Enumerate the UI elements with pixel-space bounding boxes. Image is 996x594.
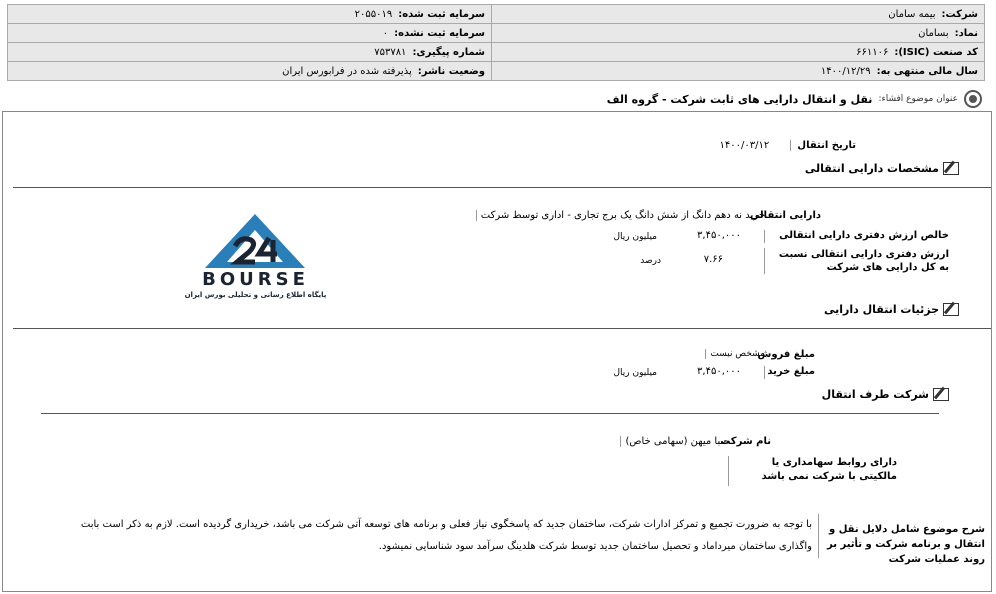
counterparty-header: [822, 388, 949, 401]
purchase-amount-unit: میلیون ریال: [613, 368, 657, 378]
company-label: شرکت:: [941, 8, 978, 20]
target-icon: [964, 90, 982, 108]
book-value-label: خالص ارزش دفتری دارایی انتقالی: [779, 230, 949, 241]
purchase-sep: [764, 366, 765, 379]
publisher-label: وضعیت ناشر:: [417, 65, 485, 77]
fiscal-value: ۱۴۰۰/۱۲/۲۹: [820, 65, 871, 77]
asset-value-wrap: [476, 210, 765, 221]
publisher-status-cell: [8, 62, 492, 81]
company-header-table: [7, 4, 985, 81]
counterparty-title: شرکت طرف انتقال: [821, 388, 929, 401]
ratio-value: ۷.۶۶: [703, 254, 723, 265]
asset-section-title: مشخصات دارایی انتقالی: [804, 162, 939, 175]
isic-label: کد صنعت (ISIC):: [894, 46, 978, 58]
book-value-sep: [764, 230, 765, 243]
topic-label: عنوان موضوع افشاء:: [878, 94, 958, 104]
pen-icon: [933, 388, 949, 401]
unregistered-capital-cell: [8, 24, 492, 43]
disclosure-body: [2, 111, 992, 592]
relation-sep: [728, 456, 729, 486]
asset-label: دارایی انتقالی: [749, 210, 821, 221]
pen-icon: [943, 303, 959, 316]
sale-amount-value: مشخص نیست: [710, 349, 765, 359]
bourse-logo: [183, 212, 328, 302]
ratio-unit: درصد: [640, 256, 661, 266]
registered-capital-value: ۲۰۵۵۰۱۹: [354, 8, 393, 20]
isic-value: ۶۶۱۱۰۶: [856, 46, 889, 58]
section-divider: [41, 413, 939, 414]
transfer-date-row: [719, 140, 856, 151]
isic-cell: [492, 43, 985, 62]
registered-capital-cell: [8, 5, 492, 24]
transfer-date-value: ۱۴۰۰/۰۳/۱۲: [719, 140, 770, 151]
asset-section-header: [805, 162, 959, 175]
section-divider: [13, 328, 991, 329]
transfer-details-title: جزئیات انتقال دارایی: [824, 303, 939, 316]
fiscal-label: سال مالی منتهی به:: [876, 65, 978, 77]
symbol-cell: [492, 24, 985, 43]
sale-amount-label: مبلغ فروش: [757, 349, 815, 360]
bourse-logo-mark: [183, 212, 328, 272]
pen-icon: [943, 162, 959, 175]
description-text: با توجه به ضرورت تجمیع و تمرکز ادارات شرکت، ساختمان جدید که پاسخگوی نیاز فعلی و برنامه های توسعه آتی شرکت می باشد، خریداری گردیده است. لازم به ذکر است بابت واگذاری ساختمان میرداماد و تحصیل ساختمان جدید توسط شرکت هلدینگ سرآمد سود شناسایی نمیشود.: [72, 514, 819, 558]
tracking-label: شماره پیگیری:: [412, 46, 485, 58]
company-name-value: صبا میهن (سهامی خاص): [625, 436, 729, 447]
symbol-label: نماد:: [954, 27, 978, 39]
logo-subtitle: پایگاه اطلاع رسانی و تحلیلی بورس ایران: [184, 291, 327, 299]
logo-wordmark: BOURSE: [202, 269, 309, 290]
transfer-date-label: تاریخ انتقال: [790, 140, 856, 151]
description-label: شرح موضوع شامل دلایل نقل و انتقال و برنامه شرکت و تأثیر بر روند عملیات شرکت: [827, 524, 985, 565]
tracking-cell: [8, 43, 492, 62]
topic-title: نقل و انتقال دارایی های ثابت شرکت - گروه الف: [606, 92, 873, 106]
unregistered-capital-label: سرمایه ثبت نشده:: [394, 27, 485, 39]
purchase-amount-label: مبلغ خرید: [767, 366, 815, 377]
section-divider: [13, 187, 991, 188]
symbol-value: بسامان: [918, 27, 949, 39]
book-value: ۳,۴۵۰,۰۰۰: [697, 230, 741, 241]
company-name-label: نام شرکت: [720, 436, 771, 447]
sale-value-wrap: [705, 349, 765, 359]
book-value-unit: میلیون ریال: [613, 232, 657, 242]
company-cell: [492, 5, 985, 24]
transfer-details-header: [824, 303, 959, 316]
ratio-label: ارزش دفتری دارایی انتقالی نسبت به کل دارایی های شرکت: [778, 249, 949, 273]
fiscal-year-cell: [492, 62, 985, 81]
disclosure-topic: [607, 90, 982, 108]
tracking-value: ۷۵۳۷۸۱: [374, 46, 407, 58]
unregistered-capital-value: ۰: [382, 27, 389, 39]
purchase-amount-value: ۳,۴۵۰,۰۰۰: [697, 366, 741, 377]
ownership-relation-label: دارای روابط سهامداری یا مالکیتی با شرکت نمی باشد: [761, 457, 897, 482]
publisher-value: پذیرفته شده در فرابورس ایران: [282, 65, 412, 77]
registered-capital-label: سرمایه ثبت شده:: [398, 8, 485, 20]
ratio-sep: [764, 248, 765, 274]
company-value: بیمه سامان: [888, 8, 936, 20]
asset-value: خرید نه دهم دانگ از شش دانگ یک برج تجاری - اداری توسط شرکت: [480, 210, 765, 221]
company-name-wrap: [620, 436, 729, 447]
